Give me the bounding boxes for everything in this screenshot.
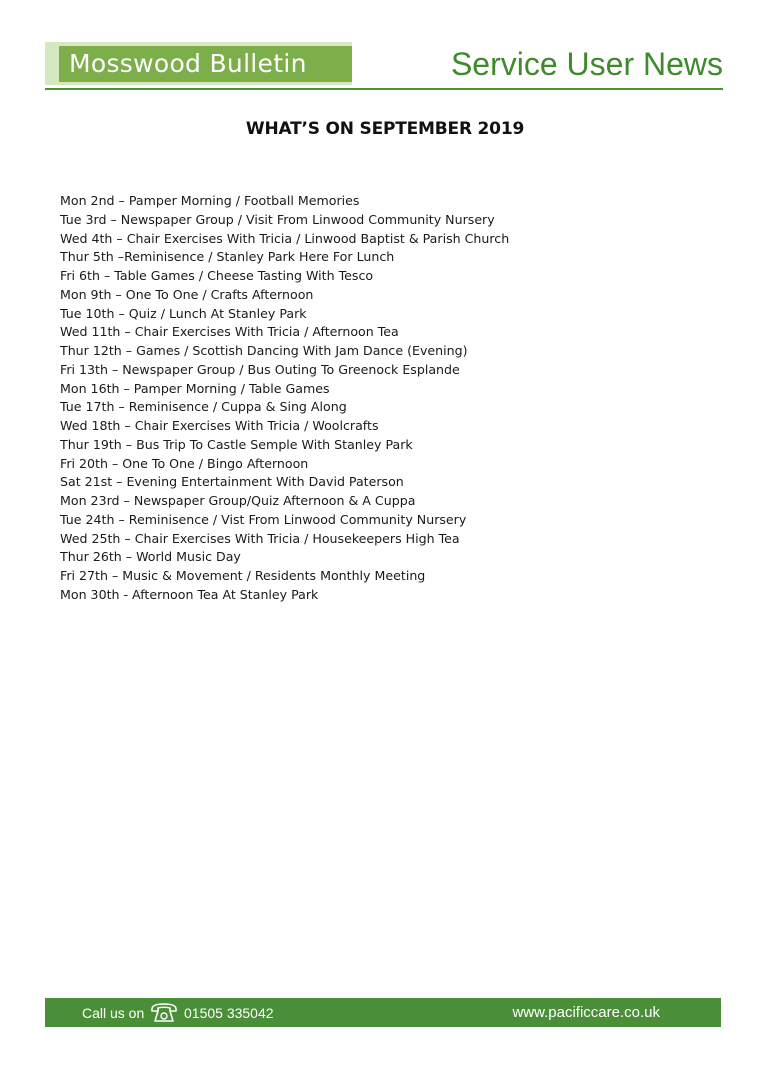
telephone-icon — [149, 1002, 179, 1023]
event-item: Thur 26th – World Music Day — [60, 549, 241, 565]
event-item: Fri 20th – One To One / Bingo Afternoon — [60, 455, 309, 471]
event-item: Mon 2nd – Pamper Morning / Football Memories — [60, 193, 360, 208]
event-item: Mon 23rd – Newspaper Group/Quiz Afternoon & A Cuppa — [60, 493, 416, 508]
event-item: Fri 27th – Music & Movement / Residents Monthly Meeting — [60, 568, 426, 583]
event-item: Wed 11th – Chair Exercises With Tricia / Afternoon Tea — [60, 324, 399, 340]
page-header — [45, 42, 723, 90]
event-item: Thur 12th – Games / Scottish Dancing With Jam Dance (Evening) — [60, 343, 468, 358]
header-divider — [45, 88, 723, 90]
event-item: Wed 25th – Chair Exercises With Tricia / Housekeepers High Tea — [60, 530, 460, 546]
event-item: Wed 4th – Chair Exercises With Tricia / Linwood Baptist & Parish Church — [60, 230, 510, 246]
event-item: Tue 24th – Reminisence / Vist From Linwood Community Nursery — [60, 511, 467, 527]
logo — [45, 42, 352, 85]
event-item: Thur 5th –Reminisence / Stanley Park Here For Lunch — [60, 249, 395, 265]
event-item: Thur 19th – Bus Trip To Castle Semple With Stanley Park — [60, 436, 413, 452]
section-title: Service User News — [450, 46, 723, 82]
event-item: Tue 10th – Quiz / Lunch At Stanley Park — [60, 305, 307, 321]
event-item: Fri 13th – Newspaper Group / Bus Outing To Greenock Esplande — [60, 361, 460, 377]
events-list — [60, 192, 509, 605]
event-item: Mon 30th - Afternoon Tea At Stanley Park — [60, 586, 319, 602]
phone-number[interactable]: 01505 335042 — [184, 1005, 274, 1021]
call-label: Call us on — [82, 1005, 145, 1021]
event-item: Tue 17th – Reminisence / Cuppa & Sing Along — [60, 399, 347, 415]
event-item: Mon 9th – One To One / Crafts Afternoon — [60, 286, 314, 302]
page-title: WHAT’S ON SEPTEMBER 2019 — [245, 119, 525, 139]
page-footer — [45, 998, 721, 1027]
event-item: Sat 21st – Evening Entertainment With David Paterson — [60, 474, 404, 490]
event-item: Tue 3rd – Newspaper Group / Visit From Linwood Community Nursery — [60, 211, 495, 227]
website-link[interactable]: www.pacificcare.co.uk — [512, 1004, 660, 1021]
event-item: Fri 6th – Table Games / Cheese Tasting With Tesco — [60, 268, 374, 283]
event-item: Mon 16th – Pamper Morning / Table Games — [60, 380, 330, 396]
logo-text: Mosswood Bulletin — [59, 46, 352, 82]
event-item: Wed 18th – Chair Exercises With Tricia / Woolcrafts — [60, 418, 379, 433]
